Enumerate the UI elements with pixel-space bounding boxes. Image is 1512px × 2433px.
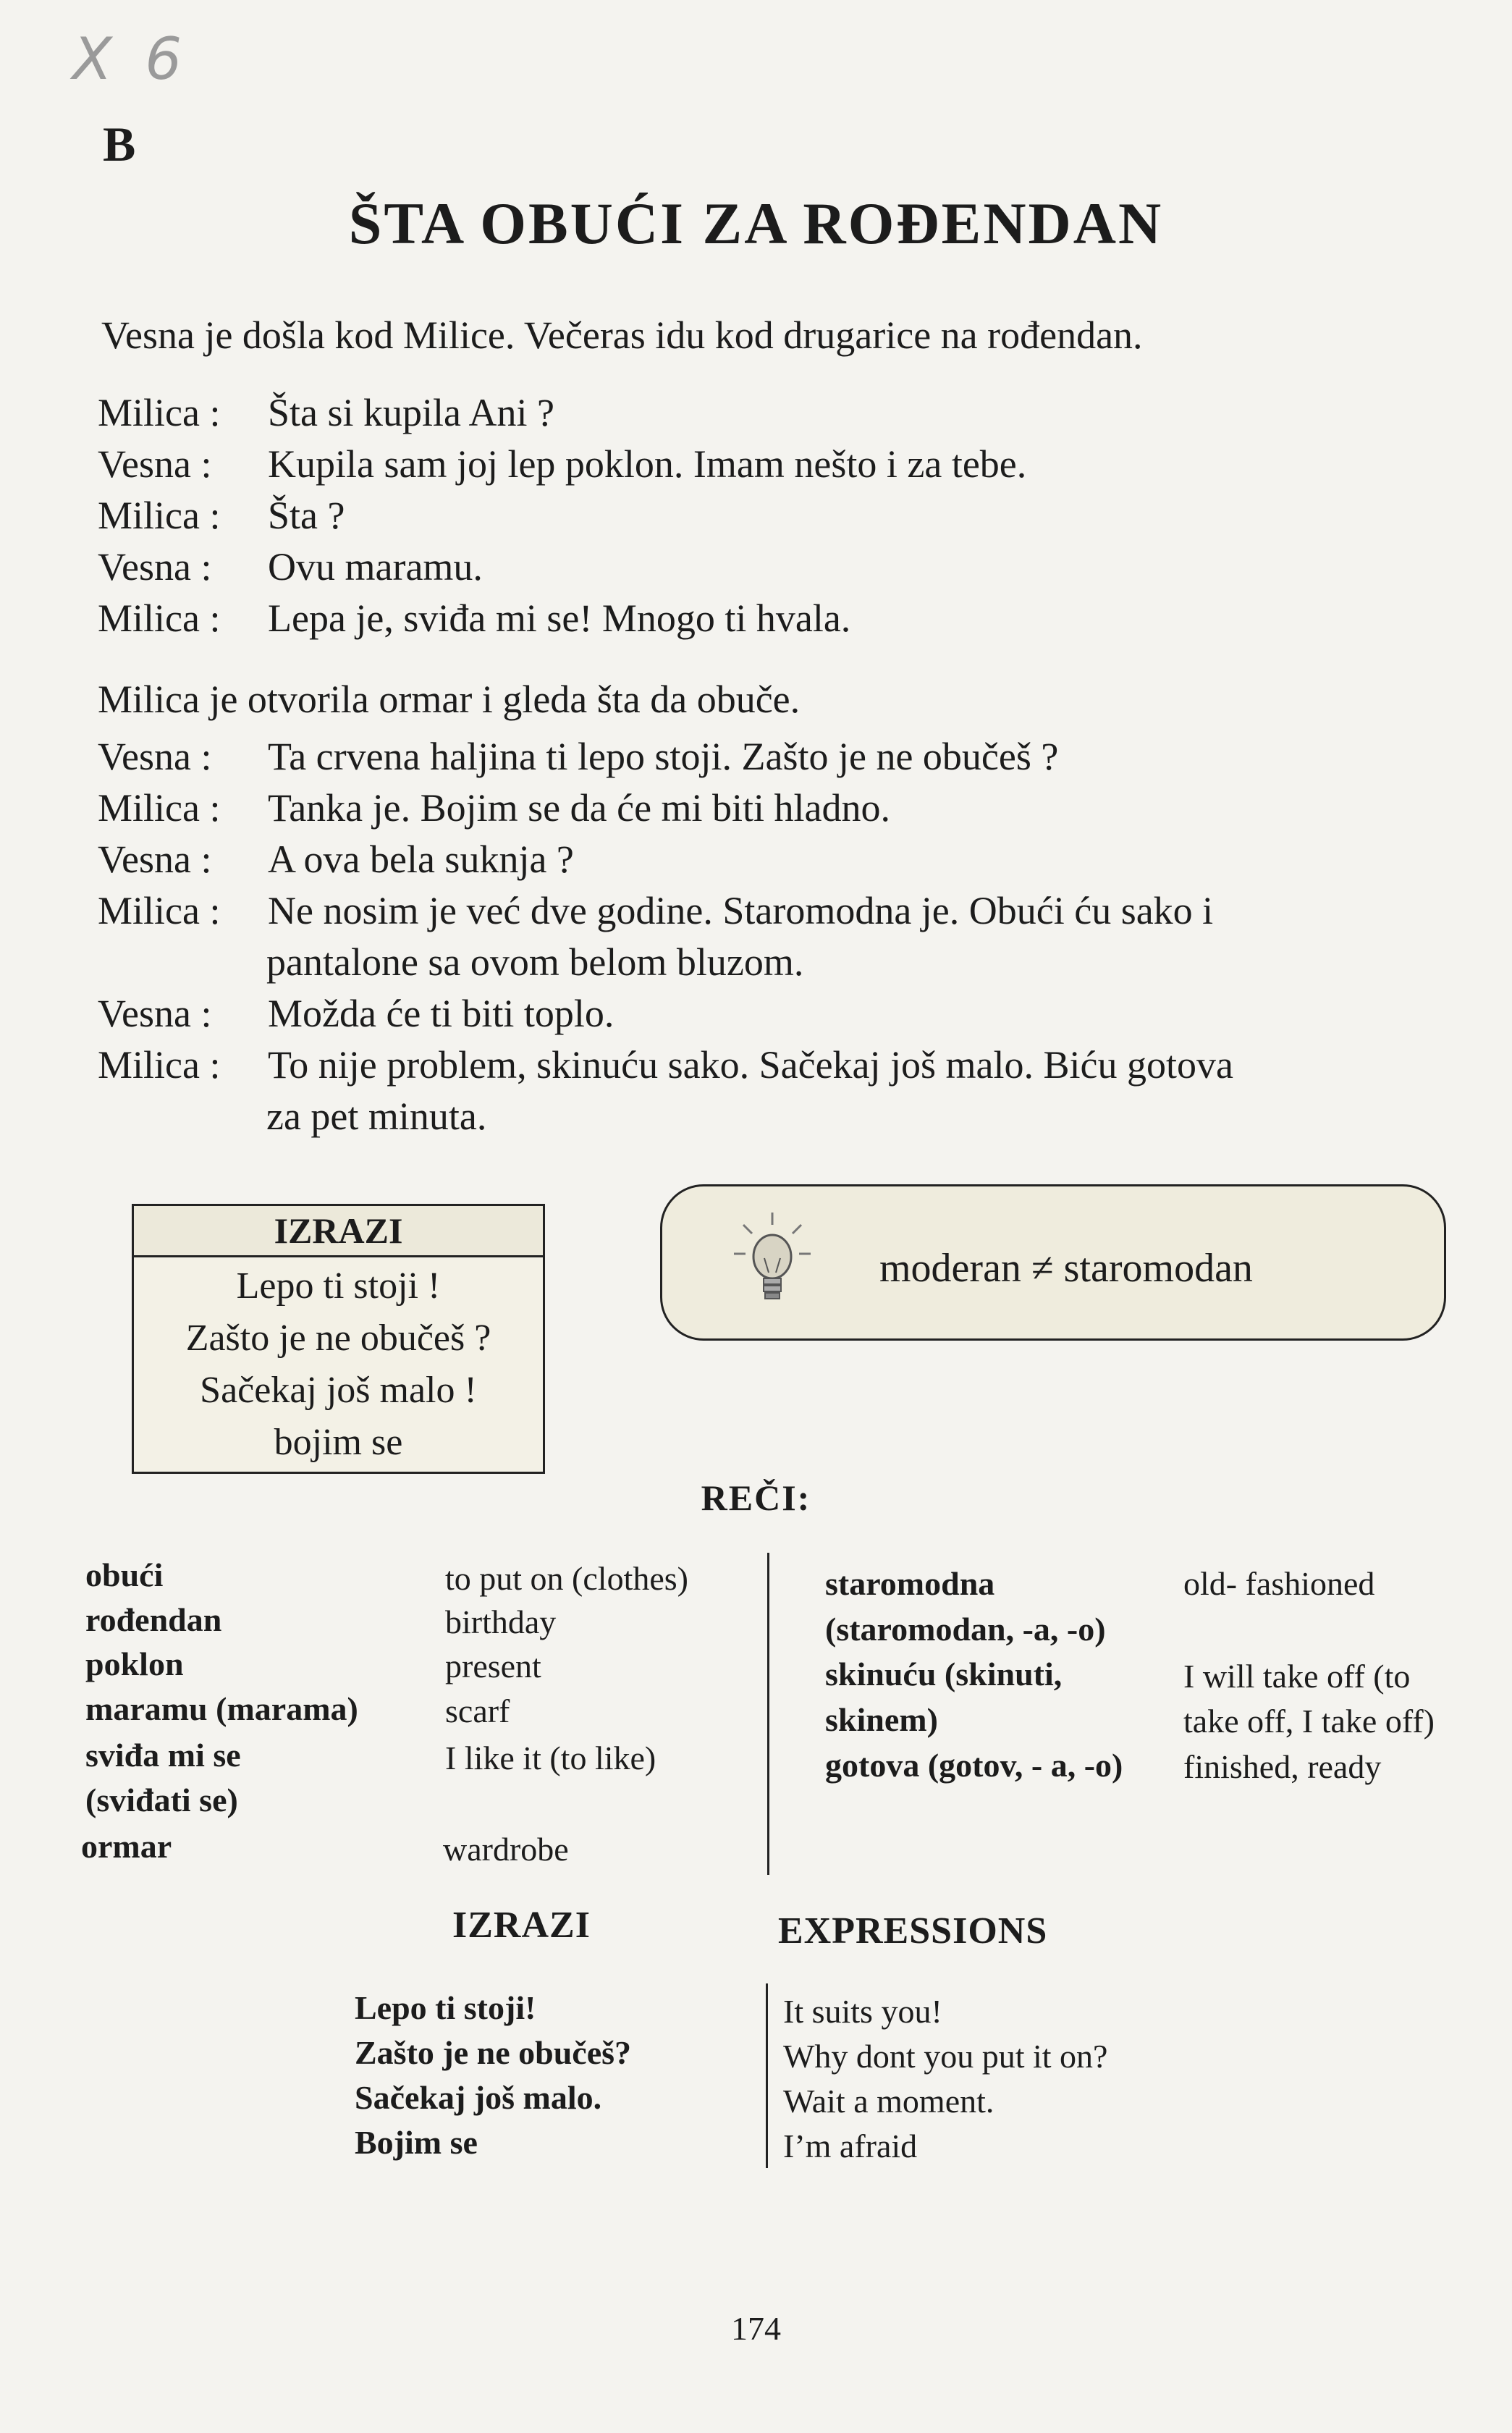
dialogue-text: Tanka je. Bojim se da će mi biti hladno. (268, 786, 891, 830)
speaker: Vesna : (98, 442, 212, 486)
expression-serbian: Bojim se (355, 2124, 478, 2161)
narration: Milica je otvorila ormar i gleda šta da obuče. (98, 678, 801, 721)
vocab-word: (staromodan, -a, -o) (825, 1611, 1106, 1648)
vocab-word: ormar (81, 1828, 172, 1865)
dialogue-line (98, 593, 850, 644)
vocab-word: skinuću (skinuti, (825, 1656, 1063, 1692)
dialogue-line (98, 387, 554, 439)
vocab-meaning: I will take off (to (1183, 1658, 1411, 1695)
tip-text: moderan ≠ staromodan (879, 1246, 1253, 1291)
page-title: ŠTA OBUĆI ZA ROĐENDAN (348, 190, 1164, 256)
speaker: Milica : (98, 596, 221, 640)
dialogue-line (98, 834, 574, 885)
expression-english: Wait a moment. (783, 2083, 994, 2120)
dialogue-text: Ne nosim je već dve godine. Staromodna je. Obući ću sako i (268, 889, 1214, 932)
expression-serbian: Sačekaj još malo. (355, 2079, 602, 2116)
expressions-heading-english: EXPRESSIONS (778, 1910, 1048, 1952)
dialogue-line (98, 988, 614, 1040)
dialogue-text: Kupila sam joj lep poklon. Imam nešto i za tebe. (268, 442, 1027, 486)
dialogue-line (98, 490, 345, 541)
dialogue-text: Šta si kupila Ani ? (268, 391, 554, 434)
section-letter: B (103, 117, 136, 172)
expressions-heading-serbian: IZRAZI (452, 1905, 591, 1946)
page-number: 174 (731, 2310, 781, 2347)
speaker: Milica : (98, 391, 221, 434)
expressions-box-heading: IZRAZI (134, 1206, 543, 1257)
dialogue-line (98, 439, 1026, 490)
dialogue-text: Šta ? (268, 494, 345, 537)
dialogue-continuation: za pet minuta. (266, 1095, 487, 1138)
vocab-word: maramu (marama) (85, 1690, 358, 1727)
vocab-word: poklon (85, 1645, 184, 1682)
speaker: Vesna : (98, 838, 212, 881)
speaker: Vesna : (98, 992, 212, 1035)
vocab-word: staromodna (825, 1565, 995, 1602)
dialogue-line (98, 885, 1213, 937)
intro-text: Vesna je došla kod Milice. Večeras idu kod drugarice na rođendan. (101, 313, 1143, 357)
speaker: Milica : (98, 1043, 221, 1087)
vocab-meaning: present (445, 1648, 541, 1684)
dialogue-text: Ta crvena haljina ti lepo stoji. Zašto je ne obučeš ? (268, 735, 1059, 778)
expression-line: Sačekaj još malo ! (200, 1370, 477, 1411)
expression-serbian: Lepo ti stoji! (355, 1989, 536, 2026)
vocab-meaning: finished, ready (1183, 1748, 1382, 1785)
dialogue-text: Lepa je, sviđa mi se! Mnogo ti hvala. (268, 596, 851, 640)
speaker: Milica : (98, 889, 221, 932)
dialogue-text: A ova bela suknja ? (268, 838, 574, 881)
expressions-divider (766, 1983, 768, 2168)
speaker: Milica : (98, 494, 221, 537)
vocab-meaning: I like it (to like) (445, 1740, 656, 1776)
dialogue-text: Ovu maramu. (268, 545, 483, 589)
dialogue-line (98, 783, 890, 834)
vocab-meaning: wardrobe (443, 1831, 569, 1868)
vocab-word: rođendan (85, 1601, 222, 1638)
vocab-word: obući (85, 1556, 164, 1593)
expression-line: bojim se (274, 1422, 403, 1463)
expression-english: Why dont you put it on? (783, 2038, 1108, 2075)
handwritten-note: X 6 (72, 25, 190, 93)
expression-serbian: Zašto je ne obučeš? (355, 2034, 632, 2071)
column-divider (767, 1553, 769, 1875)
speaker: Milica : (98, 786, 221, 830)
vocab-word: sviđa mi se (85, 1737, 241, 1774)
vocab-word: gotova (gotov, - a, -o) (825, 1747, 1123, 1784)
lightbulb-icon (732, 1209, 812, 1328)
expression-english: I’m afraid (783, 2128, 918, 2164)
vocab-meaning: birthday (445, 1603, 557, 1640)
expression-english: It suits you! (783, 1993, 942, 2030)
dialogue-line (98, 541, 483, 593)
vocab-word: skinem) (825, 1701, 938, 1738)
expressions-box (132, 1204, 545, 1474)
dialogue-text: To nije problem, skinuću sako. Sačekaj još malo. Biću gotova (268, 1043, 1233, 1087)
vocab-meaning: to put on (clothes) (445, 1560, 688, 1597)
vocabulary-heading: REČI: (701, 1477, 811, 1518)
speaker: Vesna : (98, 735, 212, 778)
speaker: Vesna : (98, 545, 212, 589)
vocab-meaning: take off, I take off) (1183, 1703, 1435, 1740)
dialogue-line (98, 1040, 1233, 1091)
dialogue-line (98, 731, 1058, 783)
expression-line: Zašto je ne obučeš ? (185, 1317, 491, 1359)
dialogue-continuation: pantalone sa ovom belom bluzom. (266, 940, 804, 984)
expression-line: Lepo ti stoji ! (236, 1265, 441, 1307)
vocab-meaning: old- fashioned (1183, 1565, 1375, 1602)
dialogue-text: Možda će ti biti toplo. (268, 992, 614, 1035)
vocab-meaning: scarf (445, 1692, 510, 1729)
vocab-word: (sviđati se) (85, 1781, 238, 1818)
